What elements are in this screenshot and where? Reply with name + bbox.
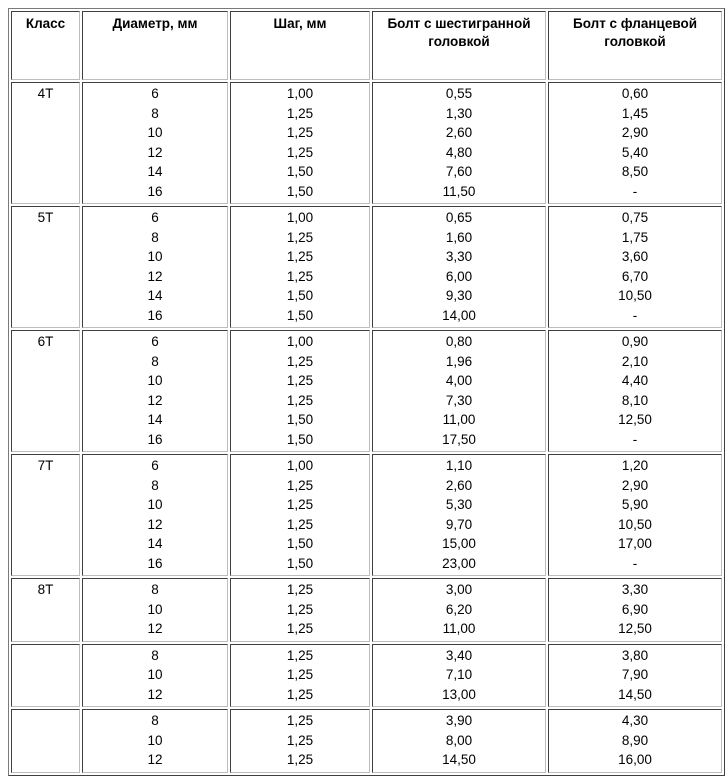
cell-value: 2,90 bbox=[621, 125, 649, 140]
flange-bolt-cell bbox=[548, 644, 722, 708]
pitch-cell bbox=[230, 82, 370, 204]
cell-value: 10 bbox=[147, 249, 163, 264]
cell-value: 14,50 bbox=[618, 686, 652, 702]
cell-value: 3,40 bbox=[445, 647, 473, 663]
torque-table bbox=[8, 8, 725, 776]
cell-value: 16 bbox=[147, 307, 163, 323]
cell-value: 0,55 bbox=[445, 86, 473, 101]
cell-value: 0,90 bbox=[621, 334, 649, 349]
cell-value: - bbox=[632, 555, 638, 571]
header-hex-bolt: Болт с шестигранной головкой bbox=[372, 11, 546, 80]
cell-value: 8 bbox=[151, 582, 159, 597]
diameter-cell bbox=[82, 206, 228, 328]
cell-value: 10,50 bbox=[618, 516, 652, 532]
cell-value: 1,50 bbox=[286, 288, 314, 303]
pitch-cell bbox=[230, 330, 370, 452]
cell-value: 14,50 bbox=[442, 752, 476, 767]
header-class: Класс bbox=[11, 11, 80, 80]
table-row bbox=[11, 82, 722, 204]
cell-value: 13,00 bbox=[442, 686, 476, 702]
cell-value: 4,80 bbox=[445, 144, 473, 160]
cell-value: 8 bbox=[151, 229, 159, 245]
table-row bbox=[11, 330, 722, 452]
cell-value: 1,60 bbox=[445, 229, 473, 245]
cell-value: 6 bbox=[151, 210, 159, 225]
diameter-cell bbox=[82, 82, 228, 204]
cell-value: 1,25 bbox=[286, 268, 314, 284]
cell-value: 3,30 bbox=[445, 249, 473, 264]
cell-value: 8 bbox=[151, 713, 159, 728]
cell-value: 1,25 bbox=[286, 601, 314, 617]
cell-value: 1,75 bbox=[621, 229, 649, 245]
cell-value: 2,60 bbox=[445, 477, 473, 493]
class-label: 7T bbox=[37, 458, 54, 473]
cell-value: 6 bbox=[151, 334, 159, 349]
flange-bolt-cell bbox=[548, 578, 722, 642]
cell-value: 1,50 bbox=[286, 307, 314, 323]
cell-value: 11,00 bbox=[442, 412, 476, 427]
cell-value: 1,00 bbox=[286, 86, 314, 101]
flange-bolt-cell bbox=[548, 82, 722, 204]
cell-value: 12 bbox=[147, 144, 163, 160]
cell-value: 11,00 bbox=[442, 621, 476, 636]
table-row bbox=[11, 709, 722, 773]
class-cell bbox=[11, 454, 80, 576]
cell-value: 0,80 bbox=[445, 334, 473, 349]
cell-value: 1,50 bbox=[286, 555, 314, 571]
cell-value: - bbox=[632, 431, 638, 447]
flange-bolt-cell bbox=[548, 454, 722, 576]
hex-bolt-cell bbox=[372, 330, 546, 452]
cell-value: 12,50 bbox=[618, 621, 652, 636]
class-label: 8T bbox=[37, 582, 54, 597]
cell-value: - bbox=[632, 307, 638, 323]
cell-value: 4,40 bbox=[621, 373, 649, 388]
cell-value: 1,25 bbox=[286, 353, 314, 369]
cell-value: 1,50 bbox=[286, 164, 314, 179]
cell-value: 4,30 bbox=[621, 713, 649, 728]
cell-value: 10 bbox=[147, 601, 163, 617]
table-row bbox=[11, 644, 722, 708]
cell-value: 1,25 bbox=[286, 392, 314, 408]
cell-value: 1,00 bbox=[286, 210, 314, 225]
cell-value: 10 bbox=[147, 667, 163, 682]
table-row bbox=[11, 206, 722, 328]
cell-value: 1,25 bbox=[286, 144, 314, 160]
cell-value: 17,00 bbox=[618, 536, 652, 551]
flange-bolt-cell bbox=[548, 330, 722, 452]
hex-bolt-cell bbox=[372, 82, 546, 204]
cell-value: 17,50 bbox=[442, 431, 476, 447]
table-row bbox=[11, 454, 722, 576]
flange-bolt-cell bbox=[548, 206, 722, 328]
cell-value: 0,60 bbox=[621, 86, 649, 101]
cell-value: 14 bbox=[147, 288, 163, 303]
cell-value: 12 bbox=[147, 752, 163, 767]
cell-value: 3,90 bbox=[445, 713, 473, 728]
cell-value: 14,00 bbox=[442, 307, 476, 323]
cell-value: 1,25 bbox=[286, 621, 314, 636]
cell-value: 23,00 bbox=[442, 555, 476, 571]
cell-value: 8 bbox=[151, 647, 159, 663]
hex-bolt-cell bbox=[372, 644, 546, 708]
table-row bbox=[11, 578, 722, 642]
cell-value: 12 bbox=[147, 621, 163, 636]
cell-value: 5,90 bbox=[621, 497, 649, 512]
cell-value: 1,20 bbox=[621, 458, 649, 473]
cell-value: 11,50 bbox=[442, 183, 476, 199]
cell-value: 7,60 bbox=[445, 164, 473, 179]
cell-value: 16 bbox=[147, 431, 163, 447]
cell-value: 8 bbox=[151, 477, 159, 493]
cell-value: 14 bbox=[147, 164, 163, 179]
cell-value: 9,70 bbox=[445, 516, 473, 532]
cell-value: 7,90 bbox=[621, 667, 649, 682]
hex-bolt-cell bbox=[372, 578, 546, 642]
cell-value: 2,90 bbox=[621, 477, 649, 493]
cell-value: 1,25 bbox=[286, 752, 314, 767]
cell-value: 1,25 bbox=[286, 713, 314, 728]
cell-value: 1,25 bbox=[286, 667, 314, 682]
cell-value: 1,25 bbox=[286, 249, 314, 264]
cell-value: 1,25 bbox=[286, 686, 314, 702]
hex-bolt-cell bbox=[372, 206, 546, 328]
cell-value: 1,25 bbox=[286, 125, 314, 140]
cell-value: 6,70 bbox=[621, 268, 649, 284]
cell-value: 14 bbox=[147, 412, 163, 427]
cell-value: 1,25 bbox=[286, 647, 314, 663]
cell-value: 1,50 bbox=[286, 412, 314, 427]
cell-value: 12 bbox=[147, 516, 163, 532]
cell-value: 8,00 bbox=[445, 732, 473, 748]
cell-value: 12,50 bbox=[618, 412, 652, 427]
cell-value: 2,60 bbox=[445, 125, 473, 140]
cell-value: 6,00 bbox=[445, 268, 473, 284]
cell-value: 3,30 bbox=[621, 582, 649, 597]
diameter-cell bbox=[82, 644, 228, 708]
cell-value: 1,00 bbox=[286, 458, 314, 473]
cell-value: 10 bbox=[147, 732, 163, 748]
cell-value: 12 bbox=[147, 686, 163, 702]
header-row bbox=[11, 11, 722, 80]
cell-value: 8,10 bbox=[621, 392, 649, 408]
cell-value: 3,80 bbox=[621, 647, 649, 663]
cell-value: 1,96 bbox=[445, 353, 473, 369]
cell-value: 6 bbox=[151, 86, 159, 101]
cell-value: 1,00 bbox=[286, 334, 314, 349]
cell-value: 6,90 bbox=[621, 601, 649, 617]
cell-value: 16 bbox=[147, 555, 163, 571]
hex-bolt-cell bbox=[372, 454, 546, 576]
header-flange-bolt: Болт с фланцевой головкой bbox=[548, 11, 722, 80]
cell-value: 12 bbox=[147, 392, 163, 408]
cell-value: 1,50 bbox=[286, 431, 314, 447]
flange-bolt-cell bbox=[548, 709, 722, 773]
class-cell bbox=[11, 330, 80, 452]
cell-value: 1,30 bbox=[445, 105, 473, 121]
cell-value: 15,00 bbox=[442, 536, 476, 551]
pitch-cell bbox=[230, 206, 370, 328]
cell-value: 2,10 bbox=[621, 353, 649, 369]
cell-value: 1,45 bbox=[621, 105, 649, 121]
cell-value: 14 bbox=[147, 536, 163, 551]
cell-value: 10 bbox=[147, 125, 163, 140]
cell-value: 1,50 bbox=[286, 536, 314, 551]
cell-value: 16 bbox=[147, 183, 163, 199]
cell-value: 9,30 bbox=[445, 288, 473, 303]
class-label: 4T bbox=[37, 86, 54, 101]
cell-value: 10 bbox=[147, 497, 163, 512]
cell-value: 8,90 bbox=[621, 732, 649, 748]
pitch-cell bbox=[230, 454, 370, 576]
diameter-cell bbox=[82, 578, 228, 642]
cell-value: 1,25 bbox=[286, 516, 314, 532]
class-label: 5T bbox=[37, 210, 54, 225]
cell-value: 16,00 bbox=[618, 752, 652, 767]
cell-value: 1,50 bbox=[286, 183, 314, 199]
cell-value: 3,00 bbox=[445, 582, 473, 597]
cell-value: 1,25 bbox=[286, 105, 314, 121]
cell-value: 10 bbox=[147, 373, 163, 388]
cell-value: 1,25 bbox=[286, 477, 314, 493]
cell-value: 8 bbox=[151, 105, 159, 121]
cell-value: 5,30 bbox=[445, 497, 473, 512]
cell-value: 1,25 bbox=[286, 229, 314, 245]
cell-value: 0,75 bbox=[621, 210, 649, 225]
class-cell bbox=[11, 82, 80, 204]
diameter-cell bbox=[82, 330, 228, 452]
cell-value: 1,25 bbox=[286, 497, 314, 512]
cell-value: 7,30 bbox=[445, 392, 473, 408]
class-cell bbox=[11, 578, 80, 642]
cell-value: 1,25 bbox=[286, 582, 314, 597]
cell-value: 3,60 bbox=[621, 249, 649, 264]
diameter-cell bbox=[82, 709, 228, 773]
class-cell bbox=[11, 206, 80, 328]
cell-value: 8,50 bbox=[621, 164, 649, 179]
cell-value: 7,10 bbox=[445, 667, 473, 682]
cell-value: 12 bbox=[147, 268, 163, 284]
cell-value: 1,10 bbox=[445, 458, 473, 473]
cell-value: 1,25 bbox=[286, 373, 314, 388]
class-label: 6T bbox=[37, 334, 54, 349]
cell-value: 10,50 bbox=[618, 288, 652, 303]
header-pitch: Шаг, мм bbox=[230, 11, 370, 80]
cell-value: 6 bbox=[151, 458, 159, 473]
cell-value: 1,25 bbox=[286, 732, 314, 748]
cell-value: 5,40 bbox=[621, 144, 649, 160]
pitch-cell bbox=[230, 578, 370, 642]
cell-value: 8 bbox=[151, 353, 159, 369]
cell-value: - bbox=[632, 183, 638, 199]
cell-value: 4,00 bbox=[445, 373, 473, 388]
cell-value: 6,20 bbox=[445, 601, 473, 617]
header-diameter: Диаметр, мм bbox=[82, 11, 228, 80]
class-cell bbox=[11, 644, 80, 708]
pitch-cell bbox=[230, 644, 370, 708]
class-cell bbox=[11, 709, 80, 773]
pitch-cell bbox=[230, 709, 370, 773]
diameter-cell bbox=[82, 454, 228, 576]
cell-value: 0,65 bbox=[445, 210, 473, 225]
hex-bolt-cell bbox=[372, 709, 546, 773]
